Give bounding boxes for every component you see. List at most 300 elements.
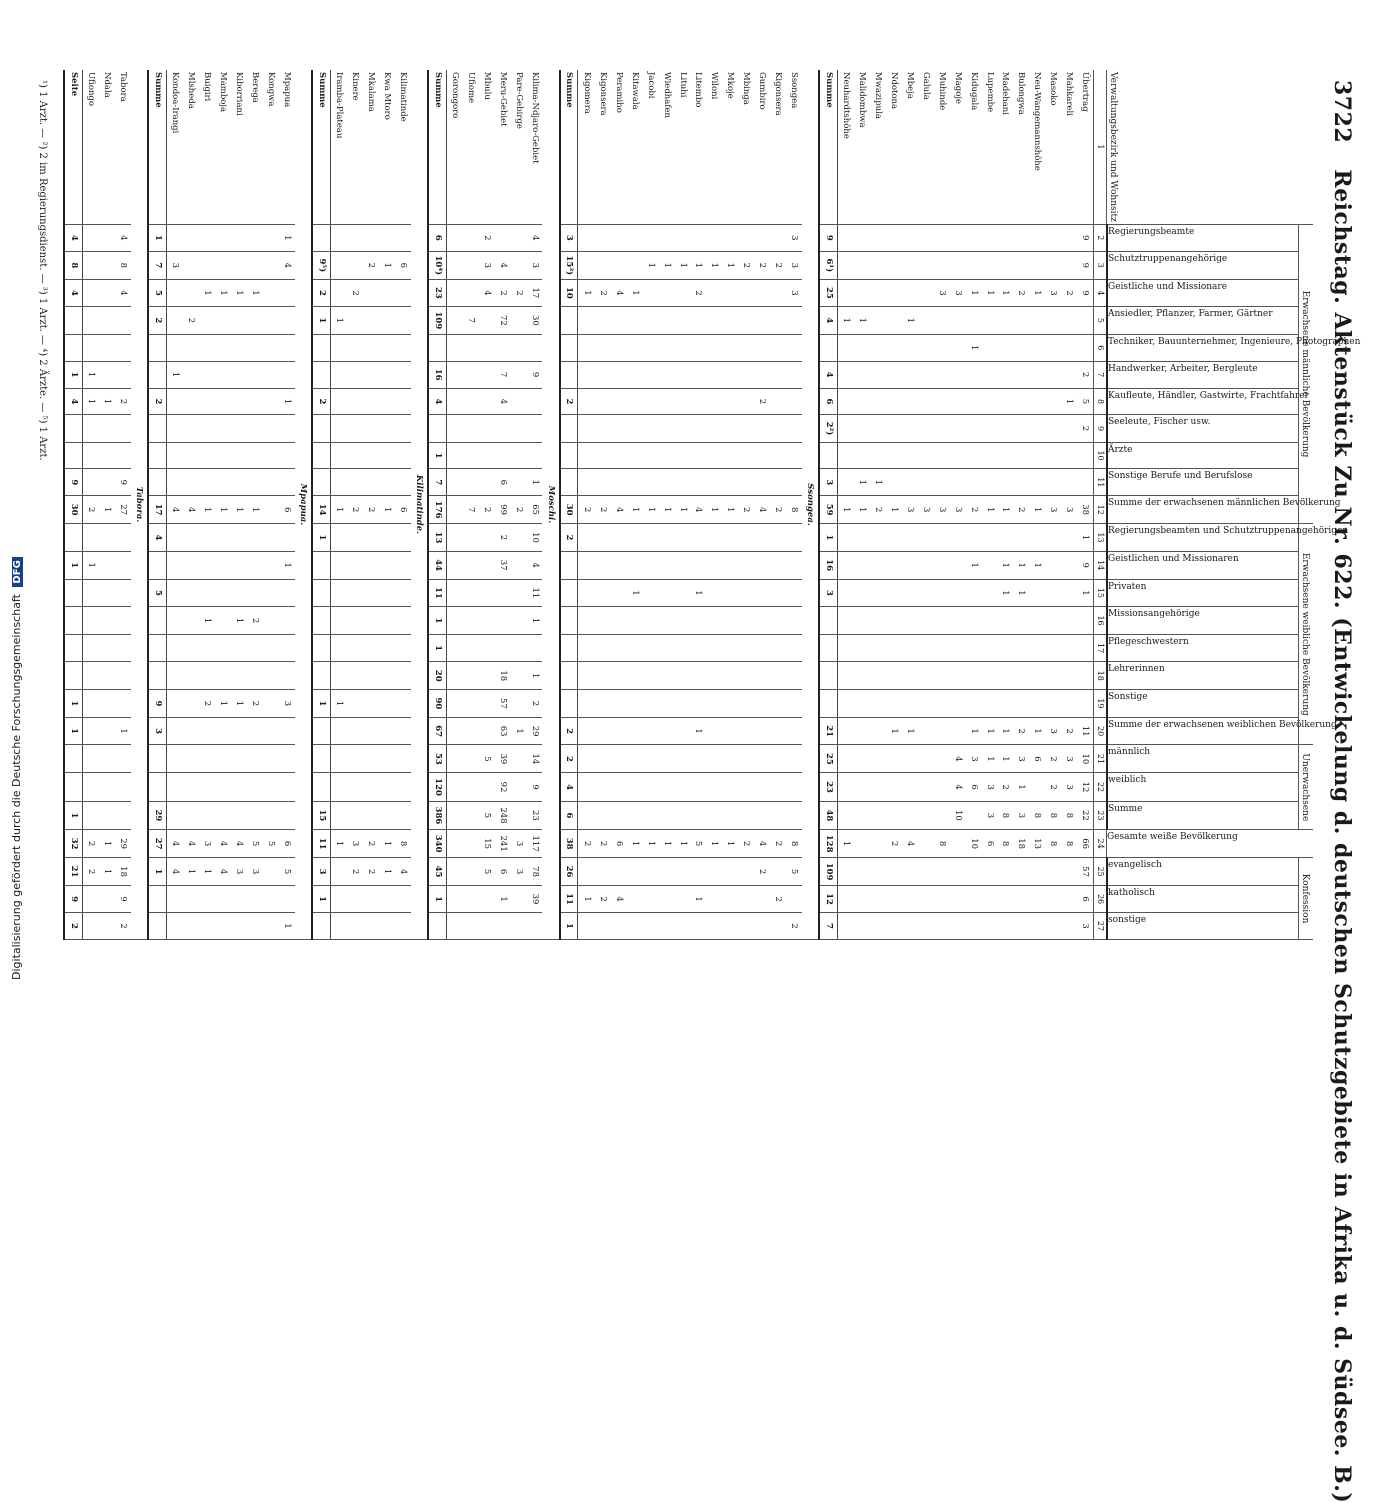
table-cell bbox=[578, 551, 595, 579]
table-cell bbox=[997, 886, 1013, 913]
table-cell bbox=[981, 662, 997, 690]
table-cell bbox=[886, 469, 902, 496]
table-cell: 22 bbox=[1077, 801, 1094, 829]
table-cell bbox=[312, 224, 330, 251]
table-cell: 1 bbox=[981, 745, 997, 773]
table-cell bbox=[247, 361, 263, 388]
table-cell bbox=[754, 662, 770, 690]
table-cell bbox=[738, 551, 754, 579]
table-cell: 1 bbox=[578, 279, 595, 306]
table-cell bbox=[82, 690, 99, 718]
table-cell bbox=[312, 442, 330, 469]
table-cell: 8 bbox=[786, 496, 802, 524]
table-cell bbox=[395, 607, 411, 635]
table-cell: 2 bbox=[148, 306, 166, 334]
table-cell bbox=[738, 224, 754, 251]
table-cell bbox=[64, 442, 82, 469]
table-cell bbox=[247, 524, 263, 552]
table-cell: 1 bbox=[1029, 496, 1045, 524]
table-cell bbox=[611, 662, 627, 690]
table-cell bbox=[981, 886, 997, 913]
table-cell bbox=[166, 334, 183, 361]
table-cell bbox=[934, 690, 950, 718]
table-cell: 1 bbox=[870, 469, 886, 496]
table-cell: 117 bbox=[526, 830, 542, 858]
table-cell bbox=[1061, 251, 1077, 279]
table-cell bbox=[166, 690, 183, 718]
table-cell bbox=[379, 551, 395, 579]
table-cell bbox=[183, 634, 199, 662]
table-cell bbox=[82, 251, 99, 279]
table-cell bbox=[918, 745, 934, 773]
table-cell bbox=[642, 662, 658, 690]
table-cell bbox=[395, 551, 411, 579]
table-cell bbox=[722, 306, 738, 334]
table-cell bbox=[199, 388, 215, 415]
table-cell bbox=[247, 662, 263, 690]
table-cell bbox=[786, 551, 802, 579]
table-cell bbox=[99, 913, 115, 940]
table-cell: 1 bbox=[379, 858, 395, 886]
table-cell: 4 bbox=[115, 279, 131, 306]
table-cell bbox=[690, 415, 706, 442]
table-cell bbox=[166, 717, 183, 745]
table-cell: 4 bbox=[115, 224, 131, 251]
place-name: Tabora bbox=[115, 70, 131, 224]
table-cell bbox=[642, 858, 658, 886]
table-cell: 27 bbox=[115, 496, 131, 524]
place-name: Ssongea bbox=[786, 70, 802, 224]
table-cell bbox=[511, 662, 527, 690]
table-cell bbox=[231, 251, 247, 279]
column-number: 16 bbox=[1094, 607, 1108, 635]
table-cell bbox=[870, 801, 886, 829]
table-cell bbox=[347, 251, 363, 279]
table-cell bbox=[231, 524, 247, 552]
table-cell bbox=[918, 388, 934, 415]
table-cell bbox=[99, 773, 115, 801]
table-cell: 3 bbox=[1077, 913, 1094, 940]
column-number: 20 bbox=[1094, 717, 1108, 745]
table-cell bbox=[1045, 334, 1061, 361]
table-cell bbox=[854, 717, 870, 745]
table-cell bbox=[754, 334, 770, 361]
table-cell: 4 bbox=[611, 279, 627, 306]
table-row bbox=[690, 70, 706, 940]
table-cell: 1 bbox=[642, 830, 658, 858]
table-cell bbox=[1045, 690, 1061, 718]
table-cell: 23 bbox=[428, 279, 446, 306]
table-cell bbox=[595, 579, 611, 607]
table-cell: 29 bbox=[148, 801, 166, 829]
table-cell bbox=[446, 361, 463, 388]
table-cell bbox=[82, 579, 99, 607]
table-cell bbox=[330, 224, 347, 251]
table-cell bbox=[722, 524, 738, 552]
table-cell bbox=[706, 388, 722, 415]
table-cell bbox=[627, 745, 643, 773]
table-cell bbox=[1029, 634, 1045, 662]
table-cell: 1 bbox=[627, 279, 643, 306]
table-cell bbox=[934, 717, 950, 745]
table-cell: 3 bbox=[166, 251, 183, 279]
table-cell bbox=[99, 442, 115, 469]
table-cell bbox=[870, 442, 886, 469]
table-cell bbox=[837, 224, 854, 251]
footnote: ¹) 1 Arzt. — ²) 2 im Regierungsdienst. — ³) 1 Arzt. — ⁴) 2 Ärzte. — ⁵) 1 Arzt. bbox=[37, 80, 48, 461]
table-cell bbox=[446, 496, 463, 524]
table-cell bbox=[479, 607, 495, 635]
table-cell bbox=[997, 662, 1013, 690]
table-cell bbox=[578, 690, 595, 718]
table-cell bbox=[263, 224, 279, 251]
table-cell bbox=[934, 251, 950, 279]
table-cell bbox=[918, 361, 934, 388]
table-cell bbox=[997, 690, 1013, 718]
table-cell bbox=[247, 773, 263, 801]
table-cell bbox=[886, 224, 902, 251]
table-row bbox=[231, 70, 247, 940]
table-cell: 1 bbox=[428, 442, 446, 469]
table-cell bbox=[511, 334, 527, 361]
table-cell bbox=[463, 388, 479, 415]
table-cell bbox=[247, 551, 263, 579]
table-cell bbox=[363, 334, 379, 361]
table-cell bbox=[446, 251, 463, 279]
table-cell bbox=[1045, 251, 1061, 279]
table-cell bbox=[770, 388, 786, 415]
table-cell: 9 bbox=[64, 886, 82, 913]
table-cell bbox=[395, 334, 411, 361]
group-confession: Konfession bbox=[1299, 858, 1314, 940]
table-cell: 1 bbox=[965, 279, 981, 306]
table-cell: 1 bbox=[642, 496, 658, 524]
table-cell: 13 bbox=[1029, 830, 1045, 858]
table-cell bbox=[82, 334, 99, 361]
table-cell bbox=[997, 634, 1013, 662]
table-cell bbox=[1045, 858, 1061, 886]
table-cell bbox=[479, 306, 495, 334]
table-cell bbox=[99, 886, 115, 913]
table-cell bbox=[347, 745, 363, 773]
table-cell: 6 bbox=[395, 251, 411, 279]
table-cell bbox=[642, 388, 658, 415]
table-cell bbox=[786, 306, 802, 334]
table-cell: 65 bbox=[526, 496, 542, 524]
table-cell bbox=[1029, 306, 1045, 334]
table-cell: 21 bbox=[819, 717, 837, 745]
table-cell bbox=[199, 886, 215, 913]
table-cell bbox=[786, 524, 802, 552]
table-cell bbox=[231, 634, 247, 662]
table-cell: 3 bbox=[934, 496, 950, 524]
table-cell bbox=[263, 773, 279, 801]
table-cell bbox=[949, 388, 965, 415]
table-cell bbox=[215, 334, 231, 361]
table-cell: 1 bbox=[148, 224, 166, 251]
table-cell bbox=[347, 551, 363, 579]
table-cell bbox=[595, 662, 611, 690]
table-row bbox=[247, 70, 263, 940]
table-cell bbox=[166, 745, 183, 773]
table-cell bbox=[627, 662, 643, 690]
table-cell bbox=[247, 251, 263, 279]
table-cell bbox=[279, 773, 295, 801]
table-cell: 2 bbox=[511, 279, 527, 306]
table-cell bbox=[674, 858, 690, 886]
table-cell bbox=[446, 858, 463, 886]
table-cell bbox=[166, 913, 183, 940]
table-cell: 3 bbox=[199, 830, 215, 858]
table-cell bbox=[263, 607, 279, 635]
table-cell bbox=[997, 334, 1013, 361]
table-cell bbox=[463, 469, 479, 496]
table-cell bbox=[674, 415, 690, 442]
table-cell: 1 bbox=[231, 607, 247, 635]
table-cell: 4 bbox=[611, 886, 627, 913]
table-cell bbox=[918, 442, 934, 469]
table-cell bbox=[115, 334, 131, 361]
table-cell: 1 bbox=[981, 496, 997, 524]
table-cell bbox=[611, 913, 627, 940]
table-cell bbox=[99, 745, 115, 773]
table-row bbox=[82, 70, 99, 940]
table-cell bbox=[1077, 442, 1094, 469]
table-cell: 2 bbox=[347, 496, 363, 524]
place-name: Kitawala bbox=[627, 70, 643, 224]
table-cell bbox=[722, 551, 738, 579]
table-cell: 1 bbox=[1077, 524, 1094, 552]
table-cell bbox=[854, 607, 870, 635]
table-cell bbox=[674, 442, 690, 469]
table-cell bbox=[115, 801, 131, 829]
table-cell: 21 bbox=[64, 858, 82, 886]
table-cell bbox=[560, 579, 578, 607]
table-cell: 6¹) bbox=[819, 251, 837, 279]
table-cell bbox=[215, 524, 231, 552]
table-cell bbox=[463, 251, 479, 279]
table-cell bbox=[263, 306, 279, 334]
table-cell: 2 bbox=[738, 251, 754, 279]
table-cell bbox=[837, 886, 854, 913]
column-header: Summe der erwachsenen weiblichen Bevölkerung bbox=[1107, 717, 1299, 745]
table-cell bbox=[627, 801, 643, 829]
table-cell bbox=[231, 773, 247, 801]
table-cell bbox=[738, 607, 754, 635]
table-cell bbox=[263, 886, 279, 913]
table-cell bbox=[312, 415, 330, 442]
table-cell bbox=[511, 607, 527, 635]
table-cell bbox=[770, 717, 786, 745]
place-name: Neu-Wangemannshöhe bbox=[1029, 70, 1045, 224]
table-cell bbox=[870, 607, 886, 635]
table-cell: 6 bbox=[279, 496, 295, 524]
table-cell bbox=[997, 607, 1013, 635]
table-cell bbox=[754, 913, 770, 940]
table-cell: 4 bbox=[819, 361, 837, 388]
table-cell bbox=[231, 415, 247, 442]
table-cell bbox=[330, 469, 347, 496]
table-cell bbox=[770, 551, 786, 579]
table-cell: 4 bbox=[395, 858, 411, 886]
table-cell bbox=[363, 469, 379, 496]
table-cell: 1 bbox=[330, 830, 347, 858]
table-cell bbox=[595, 306, 611, 334]
table-cell: 2 bbox=[1077, 361, 1094, 388]
table-cell bbox=[1077, 690, 1094, 718]
table-cell bbox=[674, 279, 690, 306]
table-cell bbox=[446, 607, 463, 635]
table-cell bbox=[347, 607, 363, 635]
column-header: Handwerker, Arbeiter, Bergleute bbox=[1107, 361, 1299, 388]
table-cell: 2 bbox=[870, 496, 886, 524]
column-number: 10 bbox=[1094, 442, 1108, 469]
table-cell bbox=[247, 388, 263, 415]
table-cell bbox=[511, 524, 527, 552]
table-cell bbox=[934, 469, 950, 496]
table-cell bbox=[463, 415, 479, 442]
table-cell bbox=[578, 662, 595, 690]
table-cell bbox=[642, 334, 658, 361]
table-cell bbox=[770, 279, 786, 306]
table-cell: 2 bbox=[595, 830, 611, 858]
table-cell bbox=[263, 801, 279, 829]
table-cell bbox=[463, 579, 479, 607]
table-cell bbox=[870, 224, 886, 251]
table-cell bbox=[526, 415, 542, 442]
table-cell: 1 bbox=[279, 551, 295, 579]
table-cell bbox=[148, 745, 166, 773]
table-cell bbox=[934, 801, 950, 829]
table-cell: 8 bbox=[786, 830, 802, 858]
table-cell bbox=[837, 607, 854, 635]
table-cell bbox=[738, 361, 754, 388]
table-cell bbox=[870, 690, 886, 718]
table-cell bbox=[965, 858, 981, 886]
table-cell bbox=[611, 773, 627, 801]
table-cell bbox=[611, 551, 627, 579]
table-cell bbox=[949, 415, 965, 442]
table-cell bbox=[870, 858, 886, 886]
table-cell: 3 bbox=[511, 858, 527, 886]
table-cell bbox=[674, 634, 690, 662]
table-cell: 1 bbox=[379, 496, 395, 524]
table-cell: 1 bbox=[886, 496, 902, 524]
column-number: 15 bbox=[1094, 579, 1108, 607]
table-cell bbox=[166, 579, 183, 607]
table-cell: 4 bbox=[231, 830, 247, 858]
table-cell bbox=[247, 717, 263, 745]
table-cell bbox=[82, 279, 99, 306]
table-cell: 1 bbox=[627, 579, 643, 607]
table-cell bbox=[183, 886, 199, 913]
table-cell: 1 bbox=[495, 886, 511, 913]
table-row bbox=[770, 70, 786, 940]
table-cell bbox=[981, 224, 997, 251]
table-cell: 1 bbox=[199, 858, 215, 886]
table-cell bbox=[918, 886, 934, 913]
table-cell bbox=[247, 801, 263, 829]
table-cell bbox=[395, 886, 411, 913]
table-row bbox=[166, 70, 183, 940]
table-cell: 4 bbox=[611, 496, 627, 524]
table-cell bbox=[722, 224, 738, 251]
table-cell bbox=[934, 334, 950, 361]
table-cell bbox=[854, 634, 870, 662]
table-cell bbox=[578, 334, 595, 361]
table-cell bbox=[965, 579, 981, 607]
table-cell bbox=[754, 361, 770, 388]
table-row bbox=[738, 70, 754, 940]
table-cell bbox=[886, 858, 902, 886]
table-cell: 59 bbox=[819, 496, 837, 524]
table-cell bbox=[166, 662, 183, 690]
table-cell: 16 bbox=[428, 361, 446, 388]
table-cell bbox=[479, 524, 495, 552]
table-cell bbox=[854, 415, 870, 442]
table-cell: 4 bbox=[215, 858, 231, 886]
table-cell: 1 bbox=[428, 634, 446, 662]
sum-row bbox=[312, 70, 330, 940]
table-cell bbox=[1029, 334, 1045, 361]
place-name: Jacobi bbox=[642, 70, 658, 224]
table-cell: 1 bbox=[706, 830, 722, 858]
table-cell: 3 bbox=[918, 496, 934, 524]
table-cell bbox=[1045, 224, 1061, 251]
table-cell bbox=[627, 886, 643, 913]
table-cell bbox=[511, 745, 527, 773]
table-cell bbox=[595, 773, 611, 801]
table-cell bbox=[215, 469, 231, 496]
table-cell bbox=[918, 469, 934, 496]
table-cell bbox=[706, 551, 722, 579]
column-number: 8 bbox=[1094, 388, 1108, 415]
table-cell bbox=[511, 469, 527, 496]
column-number-row bbox=[1094, 70, 1108, 940]
table-cell bbox=[706, 607, 722, 635]
table-cell bbox=[786, 361, 802, 388]
place-name: Meru-Gebiet bbox=[495, 70, 511, 224]
table-cell: 3 bbox=[1061, 496, 1077, 524]
table-cell bbox=[949, 662, 965, 690]
table-row bbox=[330, 70, 347, 940]
table-cell: 1 bbox=[997, 745, 1013, 773]
table-cell bbox=[981, 524, 997, 552]
table-cell bbox=[934, 745, 950, 773]
table-row bbox=[902, 70, 918, 940]
table-cell: 8 bbox=[1061, 801, 1077, 829]
table-cell bbox=[215, 745, 231, 773]
table-cell bbox=[1061, 662, 1077, 690]
table-cell bbox=[183, 415, 199, 442]
table-cell bbox=[199, 801, 215, 829]
table-cell bbox=[279, 415, 295, 442]
table-cell bbox=[215, 388, 231, 415]
table-cell: 1 bbox=[199, 496, 215, 524]
table-cell bbox=[627, 551, 643, 579]
column-header: Privaten bbox=[1107, 579, 1299, 607]
table-cell: 3 bbox=[819, 579, 837, 607]
table-cell bbox=[997, 524, 1013, 552]
column-number: 9 bbox=[1094, 415, 1108, 442]
table-cell bbox=[560, 634, 578, 662]
table-cell bbox=[738, 415, 754, 442]
table-cell: 5 bbox=[247, 830, 263, 858]
table-cell: 1 bbox=[511, 717, 527, 745]
table-cell bbox=[231, 306, 247, 334]
place-name: Wiedhafen bbox=[658, 70, 674, 224]
table-cell: 2 bbox=[82, 858, 99, 886]
